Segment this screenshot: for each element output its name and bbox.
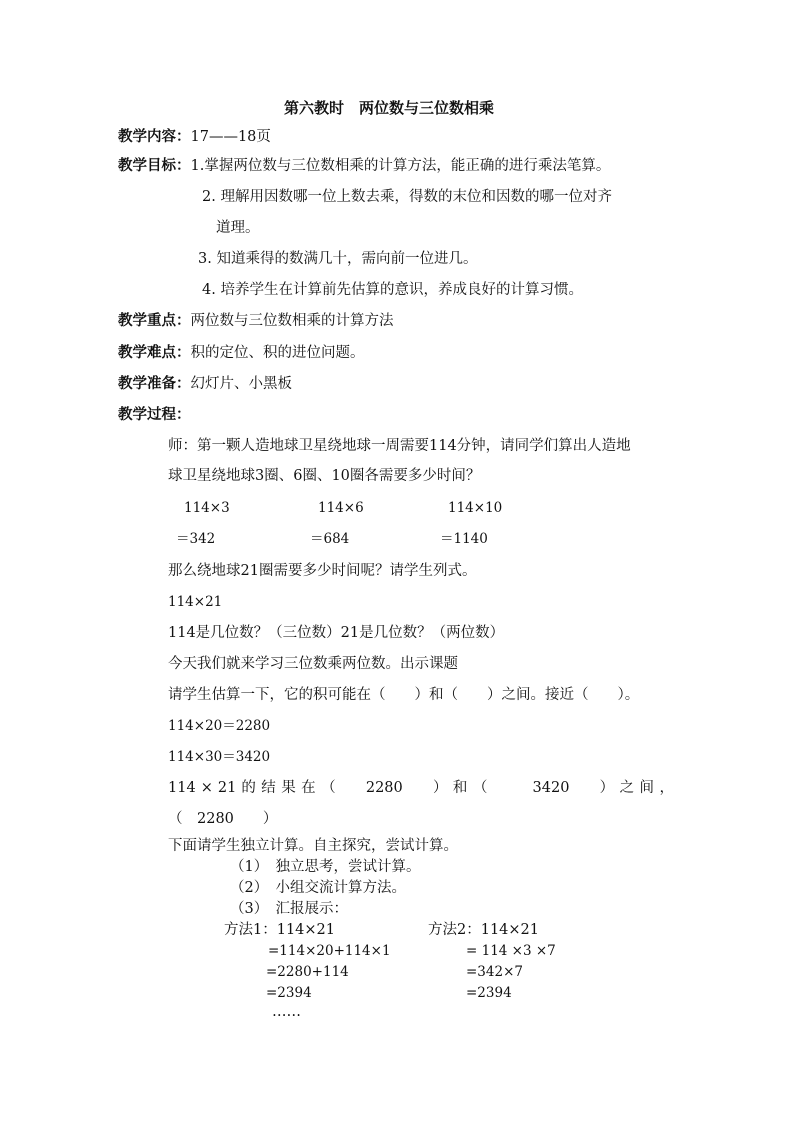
objective-1: 1.掌握两位数与三位数相乘的计算方法，能正确的进行乘法笔算。	[190, 158, 611, 174]
method-2-line-3: =342×7	[466, 964, 523, 980]
teaching-difficulty	[118, 343, 365, 363]
process-label: 教学过程：	[118, 407, 191, 423]
teaching-preparation	[118, 374, 292, 394]
process-line-11: 下面请学生独立计算。自主探究，尝试计算。	[168, 838, 458, 854]
process-line-1b: 球卫星绕地球3圈、6圈、10圈各需要多少时间？	[168, 468, 481, 484]
process-line-8: 114×30＝3420	[168, 749, 271, 765]
process-line-10: （ 2280 ）	[168, 811, 278, 827]
process-line-6: 请学生估算一下，它的积可能在（ ）和（ ）之间。接近（ ）。	[168, 687, 640, 703]
teaching-focus	[118, 311, 394, 331]
calc-3-expr: 114×10	[448, 500, 503, 516]
process-line-2: 那么绕地球21圈需要多少时间呢？请学生列式。	[168, 563, 477, 579]
method-2-label: 方法2：114×21	[428, 922, 540, 938]
calc-3-result: ＝1140	[440, 531, 488, 547]
objective-2: 2. 理解用因数哪一位上数去乘，得数的末位和因数的哪一位对齐	[202, 189, 612, 205]
method-1-line-3: =2280+114	[266, 964, 349, 980]
process-line-3: 114×21	[168, 594, 223, 610]
process-line-5: 今天我们就来学习三位数乘两位数。出示课题	[168, 656, 458, 672]
method-1-line-4: =2394	[266, 985, 312, 1001]
focus-label: 教学重点：	[118, 313, 191, 329]
preparation-value: 幻灯片、小黑板	[190, 376, 292, 392]
content-value: 17——18页	[190, 129, 271, 145]
calc-2-expr: 114×6	[318, 500, 364, 516]
method-1-ellipsis: ……	[272, 1004, 301, 1020]
method-2-line-4: =2394	[466, 985, 512, 1001]
calc-1-result: ＝342	[176, 531, 216, 547]
method-1-line-2: =114×20+114×1	[268, 943, 391, 959]
teaching-content	[118, 127, 271, 147]
focus-value: 两位数与三位数相乘的计算方法	[190, 313, 394, 329]
difficulty-label: 教学难点：	[118, 345, 191, 361]
calc-2-result: ＝684	[310, 531, 350, 547]
step-1: （1） 独立思考，尝试计算。	[230, 859, 421, 875]
step-3: （3） 汇报展示：	[230, 901, 348, 917]
objective-4: 4. 培养学生在计算前先估算的意识，养成良好的计算习惯。	[202, 282, 583, 298]
process-line-4: 114是几位数？（三位数）21是几位数？（两位数）	[168, 625, 505, 641]
objective-2-cont: 道理。	[216, 220, 260, 236]
difficulty-value: 积的定位、积的进位问题。	[190, 345, 365, 361]
process-line-1a: 师：第一颗人造地球卫星绕地球一周需要114分钟，请同学们算出人造地	[168, 438, 631, 454]
preparation-label: 教学准备：	[118, 376, 191, 392]
teaching-objectives	[118, 156, 610, 176]
page-title: 第六教时 两位数与三位数相乘	[284, 99, 495, 117]
step-2: （2） 小组交流计算方法。	[230, 880, 406, 896]
objectives-label: 教学目标：	[118, 158, 191, 174]
process-line-9: 114 × 21 的 结 果 在 （ 2280 ） 和 （ 3420 ） 之 间 ，	[168, 780, 674, 796]
calc-1-expr: 114×3	[184, 500, 230, 516]
content-label: 教学内容：	[118, 129, 191, 145]
objective-3: 3. 知道乘得的数满几十，需向前一位进几。	[198, 251, 478, 267]
method-1-label: 方法1：114×21	[224, 922, 336, 938]
method-2-line-2: = 114 ×3 ×7	[466, 943, 556, 959]
process-line-7: 114×20＝2280	[168, 718, 271, 734]
